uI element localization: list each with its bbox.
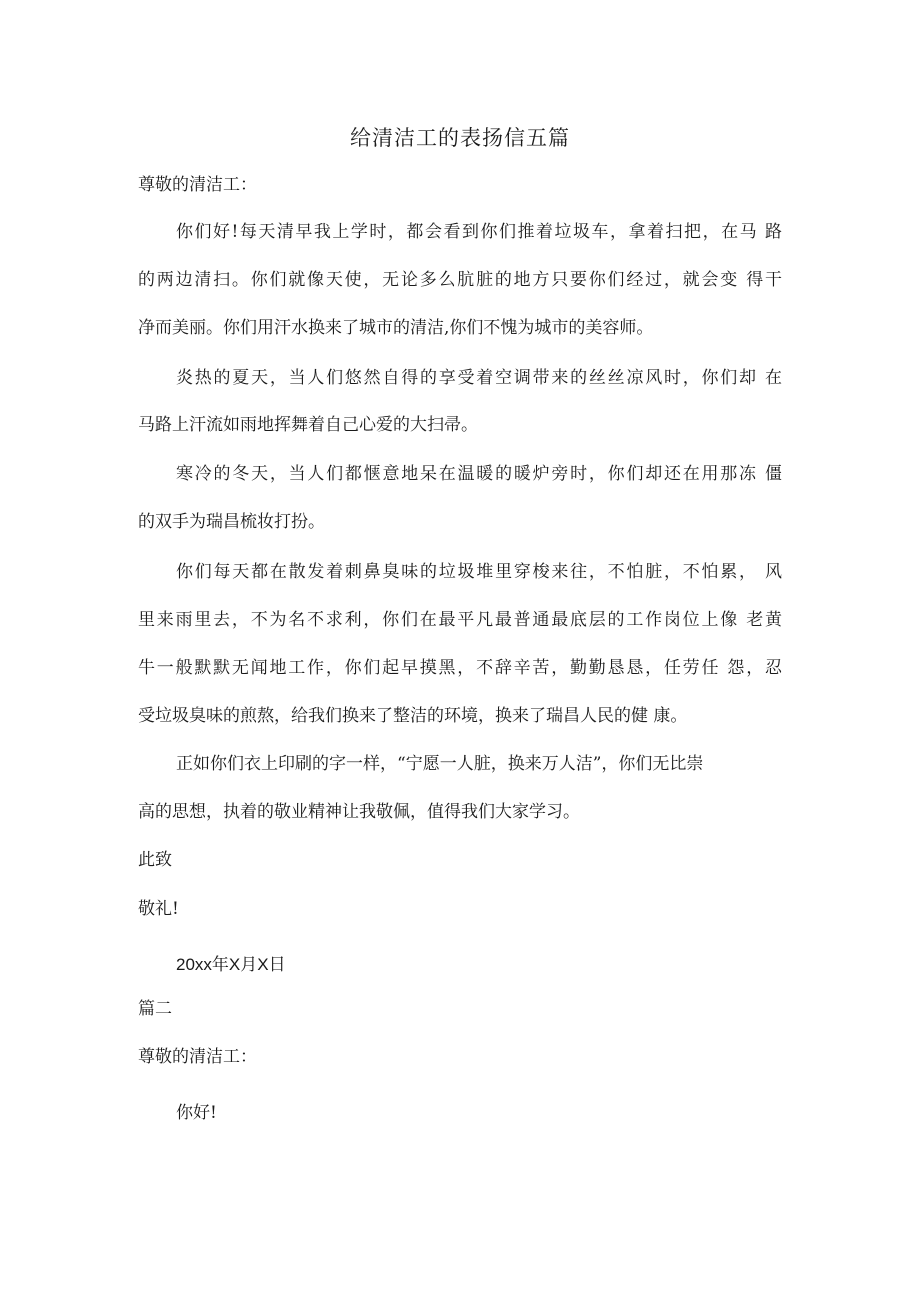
letter2-salutation: 尊敬的清洁工：: [138, 1047, 257, 1067]
paragraph4-line3: 牛一般默默无闻地工作，你们起早摸黑，不辞辛苦，勤勤恳恳，任劳任 怨，忍: [138, 658, 782, 678]
paragraph4-line4: 受垃圾臭味的煎熬，给我们换来了整洁的环境，换来了瑞昌人民的健 康。: [138, 706, 688, 726]
letter2-heading: 篇二: [138, 999, 172, 1019]
paragraph2-line1: 炎热的夏天，当人们悠然自得的享受着空调带来的丝丝凉风时，你们却 在: [176, 368, 782, 388]
closing-respects: 此致: [138, 850, 172, 870]
letter1-date: 20xx年X月X日: [176, 955, 286, 974]
paragraph3-line2: 的双手为瑞昌梳妆打扮。: [138, 512, 325, 532]
paragraph3-line1: 寒冷的冬天，当人们都惬意地呆在温暖的暖炉旁时，你们却还在用那冻 僵: [176, 464, 782, 484]
letter1-salutation: 尊敬的清洁工：: [138, 175, 257, 195]
paragraph1-line2: 的两边清扫。你们就像天使，无论多么肮脏的地方只要你们经过，就会变 得干: [138, 270, 782, 290]
paragraph1-line1: 你们好!每天清早我上学时，都会看到你们推着垃圾车，拿着扫把，在马 路: [176, 222, 782, 242]
closing-salute: 敬礼!: [138, 899, 179, 919]
paragraph4-line1: 你们每天都在散发着刺鼻臭味的垃圾堆里穿梭来往，不怕脏，不怕累， 风: [176, 562, 782, 582]
paragraph2-line2: 马路上汗流如雨地挥舞着自己心爱的大扫帚。: [138, 415, 478, 435]
paragraph5-line1: 正如你们衣上印刷的字一样，“宁愿一人脏，换来万人洁”，你们无比崇: [176, 754, 704, 774]
document-title: 给清洁工的表扬信五篇: [350, 126, 570, 150]
paragraph5-line2: 高的思想，执着的敬业精神让我敬佩，值得我们大家学习。: [138, 802, 580, 822]
paragraph4-line2: 里来雨里去，不为名不求利，你们在最平凡最普通最底层的工作岗位上像 老黄: [138, 610, 782, 630]
letter2-greeting: 你好!: [176, 1103, 217, 1123]
paragraph1-line3: 净而美丽。你们用汗水换来了城市的清洁,你们不愧为城市的美容师。: [138, 318, 654, 338]
